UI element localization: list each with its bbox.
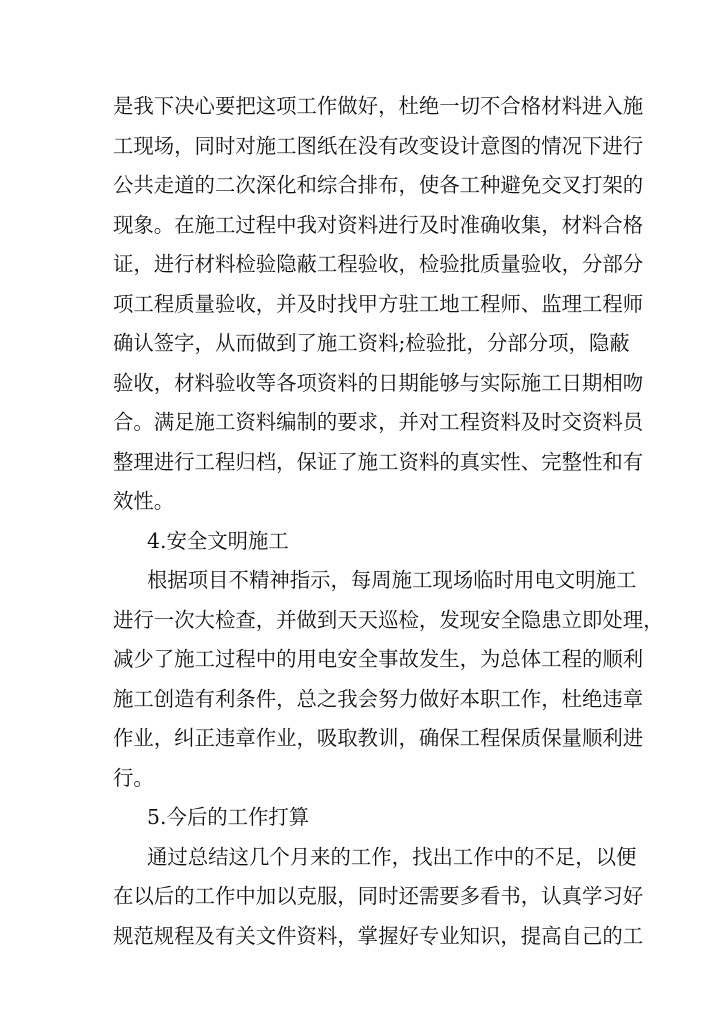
text-line: 作业，纠正违章作业，吸取教训，确保工程保质保量顺利进 [113,726,644,750]
text-line: 效性。 [113,489,175,513]
text-line: 工现场，同时对施工图纸在没有改变设计意图的情况下进行 [113,134,644,158]
paragraph-first-line: 根据项目不精神指示，每周施工现场临时用电文明施工 [147,568,637,592]
text-line: 项工程质量验收，并及时找甲方驻工地工程师、监理工程师 [113,292,644,316]
section-heading: 5.今后的工作打算 [147,805,310,829]
text-line: 规范规程及有关文件资料，掌握好专业知识，提高自己的工 [113,924,644,948]
section-heading: 4.安全文明施工 [147,529,289,553]
text-line: 整理进行工程归档，保证了施工资料的真实性、完整性和有 [113,450,644,474]
text-line: 减少了施工过程中的用电安全事故发生，为总体工程的顺利 [113,647,644,671]
paragraph-first-line: 通过总结这几个月来的工作，找出工作中的不足，以便 [147,845,637,869]
text-line: 确认签字，从而做到了施工资料;检验批，分部分项，隐蔽 [113,331,630,355]
text-line: 公共走道的二次深化和综合排布，使各工种避免交叉打架的 [113,173,644,197]
text-line: 施工创造有利条件，总之我会努力做好本职工作，杜绝违章 [113,687,644,711]
text-line: 验收，材料验收等各项资料的日期能够与实际施工日期相吻 [113,371,644,395]
text-line: 现象。在施工过程中我对资料进行及时准确收集，材料合格 [113,213,644,237]
text-line: 合。满足施工资料编制的要求，并对工程资料及时交资料员 [113,410,644,434]
text-line: 进行一次大检查，并做到天天巡检，发现安全隐患立即处理， [113,608,664,632]
text-line: 是我下决心要把这项工作做好，杜绝一切不合格材料进入施 [113,94,644,118]
text-line: 证，进行材料检验隐蔽工程验收，检验批质量验收，分部分 [113,252,644,276]
text-line: 在以后的工作中加以克服，同时还需要多看书，认真学习好 [113,884,644,908]
text-line: 行。 [113,766,154,790]
